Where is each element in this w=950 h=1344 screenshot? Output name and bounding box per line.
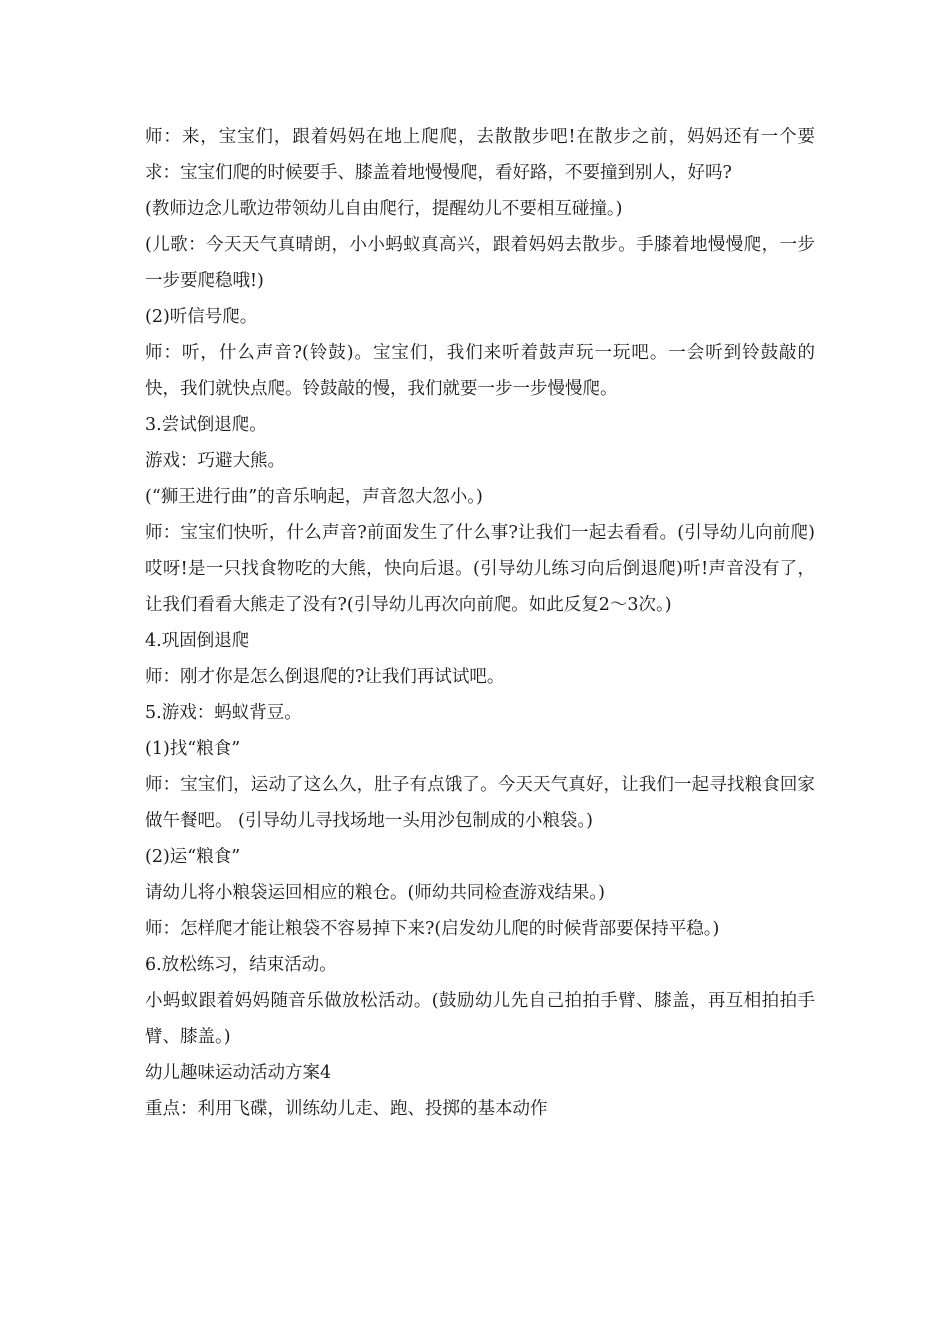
paragraph-music-note: (“狮王进行曲”的音乐响起，声音忽大忽小。): [145, 487, 483, 507]
heading-step-3: 3.尝试倒退爬。: [145, 415, 267, 435]
paragraph-teacher-lunch: 师：宝宝们，运动了这么久，肚子有点饿了。今天天气真好，让我们一起寻找粮食回家做午餐吧。 (引导幼儿寻找场地一头用沙包制成的小粮袋。): [145, 775, 815, 831]
heading-plan-4: 幼儿趣味运动活动方案4: [145, 1063, 332, 1083]
paragraph-rhyme-lyrics: (儿歌：今天天气真晴朗，小小蚂蚁真高兴，跟着妈妈去散步。手膝着地慢慢爬，一步一步要爬稳哦!): [145, 235, 815, 291]
heading-step-6: 6.放松练习，结束活动。: [145, 955, 337, 975]
paragraph-teacher-retry: 师：刚才你是怎么倒退爬的?让我们再试试吧。: [145, 667, 505, 687]
document-body: [145, 119, 815, 1127]
paragraph-teacher-rhyme-note: (教师边念儿歌边带领幼儿自由爬行，提醒幼儿不要相互碰撞。): [145, 199, 623, 219]
paragraph-find-food: (1)找“粮食”: [145, 739, 241, 759]
paragraph-return-bags: 请幼儿将小粮袋运回相应的粮仓。(师幼共同检查游戏结果。): [145, 883, 605, 903]
paragraph-teacher-balance: 师：怎样爬才能让粮袋不容易掉下来?(启发幼儿爬的时候背部要保持平稳。): [145, 919, 720, 939]
paragraph-teacher-drum: 师：听，什么声音?(铃鼓)。宝宝们，我们来听着鼓声玩一玩吧。一会听到铃鼓敲的快，我们就快点爬。铃鼓敲的慢，我们就要一步一步慢慢爬。: [145, 343, 815, 399]
paragraph-step-signal-crawl: (2)听信号爬。: [145, 307, 258, 327]
heading-step-4: 4.巩固倒退爬: [145, 631, 250, 651]
heading-step-5: 5.游戏：蚂蚁背豆。: [145, 703, 302, 723]
paragraph-relax: 小蚂蚁跟着妈妈随音乐做放松活动。(鼓励幼儿先自己拍拍手臂、膝盖，再互相拍拍手臂、膝盖。): [145, 991, 815, 1047]
paragraph-carry-food: (2)运“粮食”: [145, 847, 241, 867]
paragraph-game-avoid-bear: 游戏：巧避大熊。: [145, 451, 285, 471]
paragraph-teacher-crawl-walk: 师：来，宝宝们，跟着妈妈在地上爬爬，去散散步吧!在散步之前，妈妈还有一个要求：宝宝们爬的时候要手、膝盖着地慢慢爬，看好路，不要撞到别人，好吗?: [145, 127, 815, 183]
paragraph-teacher-bear: 师：宝宝们快听，什么声音?前面发生了什么事?让我们一起去看看。(引导幼儿向前爬)哎呀!是一只找食物吃的大熊，快向后退。(引导幼儿练习向后倒退爬)听!声音没有了，让我们看看大熊走了没有?(引导幼儿再次向前爬。如此反复2～3次。): [145, 523, 815, 615]
paragraph-key-point: 重点：利用飞碟，训练幼儿走、跑、投掷的基本动作: [145, 1099, 548, 1119]
